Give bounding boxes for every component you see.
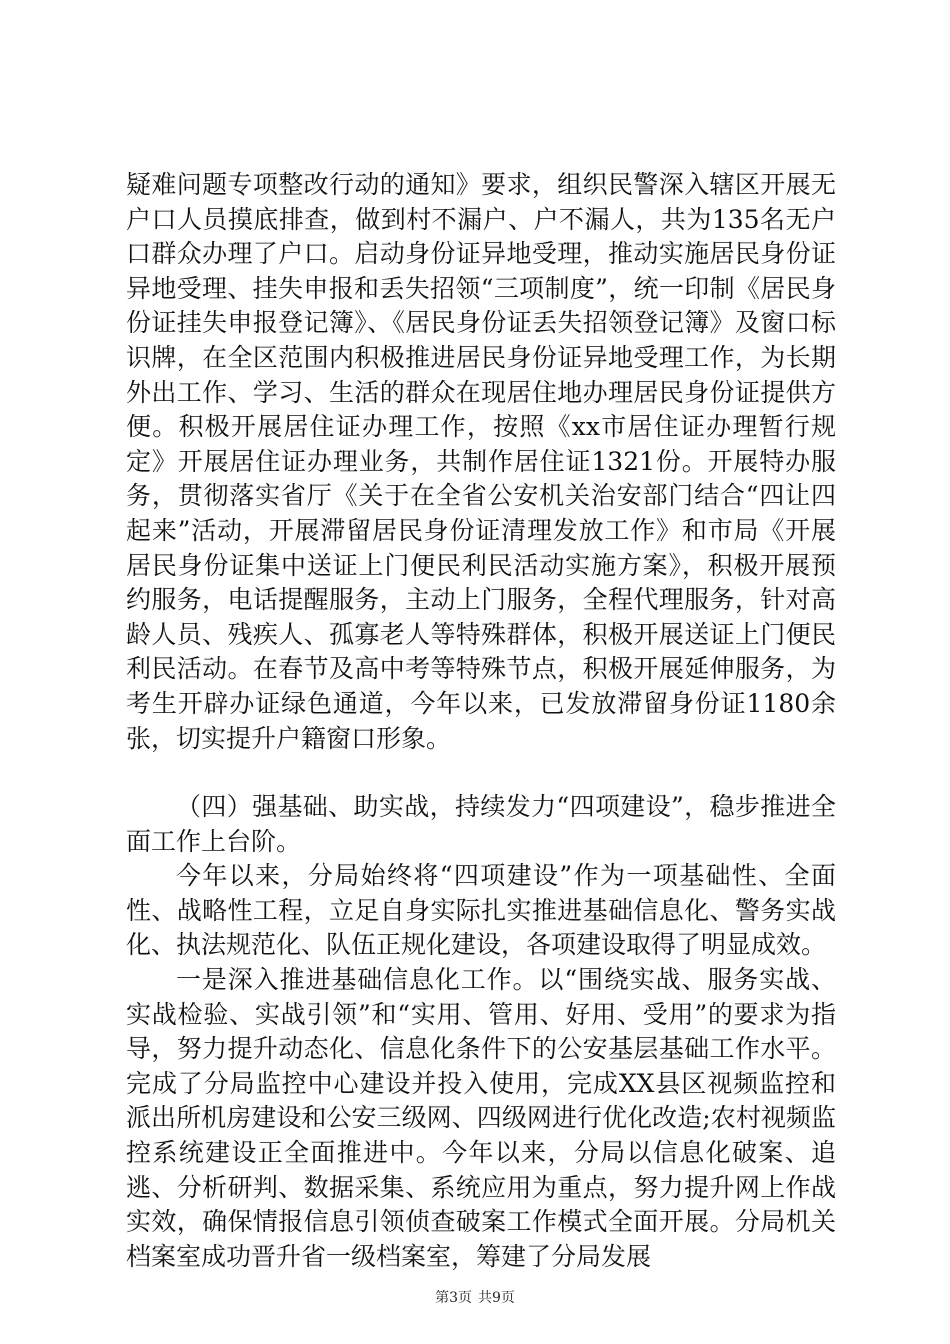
- paragraph-continued: 疑难问题专项整改行动的通知》要求，组织民警深入辖区开展无户口人员摸底排查，做到村不漏户、户不漏人，共为135名无户口群众办理了户口。启动身份证异地受理，推动实施居民身份证异地受理、挂失申报和丢失招领“三项制度”，统一印制《居民身份证挂失申报登记簿》、《居民身份证丢失招领登记簿》及窗口标识牌，在全区范围内积极推进居民身份证异地受理工作，为长期外出工作、学习、生活的群众在现居住地办理居民身份证提供方便。积极开展居住证办理工作，按照《xx市居住证办理暂行规定》开展居住证办理业务，共制作居住证1321份。开展特办服务，贯彻落实省厅《关于在全省公安机关治安部门结合“四让四起来”活动，开展滞留居民身份证清理发放工作》和市局《开展居民身份证集中送证上门便民利民活动实施方案》，积极开展预约服务，电话提醒服务，主动上门服务，全程代理服务，针对高龄人员、残疾人、孤寡老人等特殊群体，积极开展送证上门便民利民活动。在春节及高中考等特殊节点，积极开展延伸服务，为考生开辟办证绿色通道，今年以来，已发放滞留身份证1180余张，切实提升户籍窗口形象。: [126, 170, 836, 753]
- paragraph: 一是深入推进基础信息化工作。以“围绕实战、服务实战、实战检验、实战引领”和“实用、管用、好用、受用”的要求为指导，努力提升动态化、信息化条件下的公安基层基础工作水平。完成了分局监控中心建设并投入使用，完成XX县区视频监控和派出所机房建设和公安三级网、四级网进行优化改造;农村视频监控系统建设正全面推进中。今年以来，分局以信息化破案、追逃、分析研判、数据采集、系统应用为重点，努力提升网上作战实效，确保情报信息引领侦查破案工作模式全面开展。分局机关档案室成功晋升省一级档案室，筹建了分局发展: [126, 965, 836, 1271]
- page-total: 共9页: [478, 1290, 515, 1306]
- page-number: 第3页: [435, 1290, 472, 1306]
- page-footer: [0, 1288, 950, 1308]
- section-heading: （四）强基础、助实战，持续发力“四项建设”，稳步推进全面工作上台阶。: [126, 792, 836, 856]
- paragraph: 今年以来，分局始终将“四项建设”作为一项基础性、全面性、战略性工程，立足自身实际扎实推进基础信息化、警务实战化、执法规范化、队伍正规化建设，各项建设取得了明显成效。: [126, 861, 836, 960]
- document-body: [126, 168, 836, 1274]
